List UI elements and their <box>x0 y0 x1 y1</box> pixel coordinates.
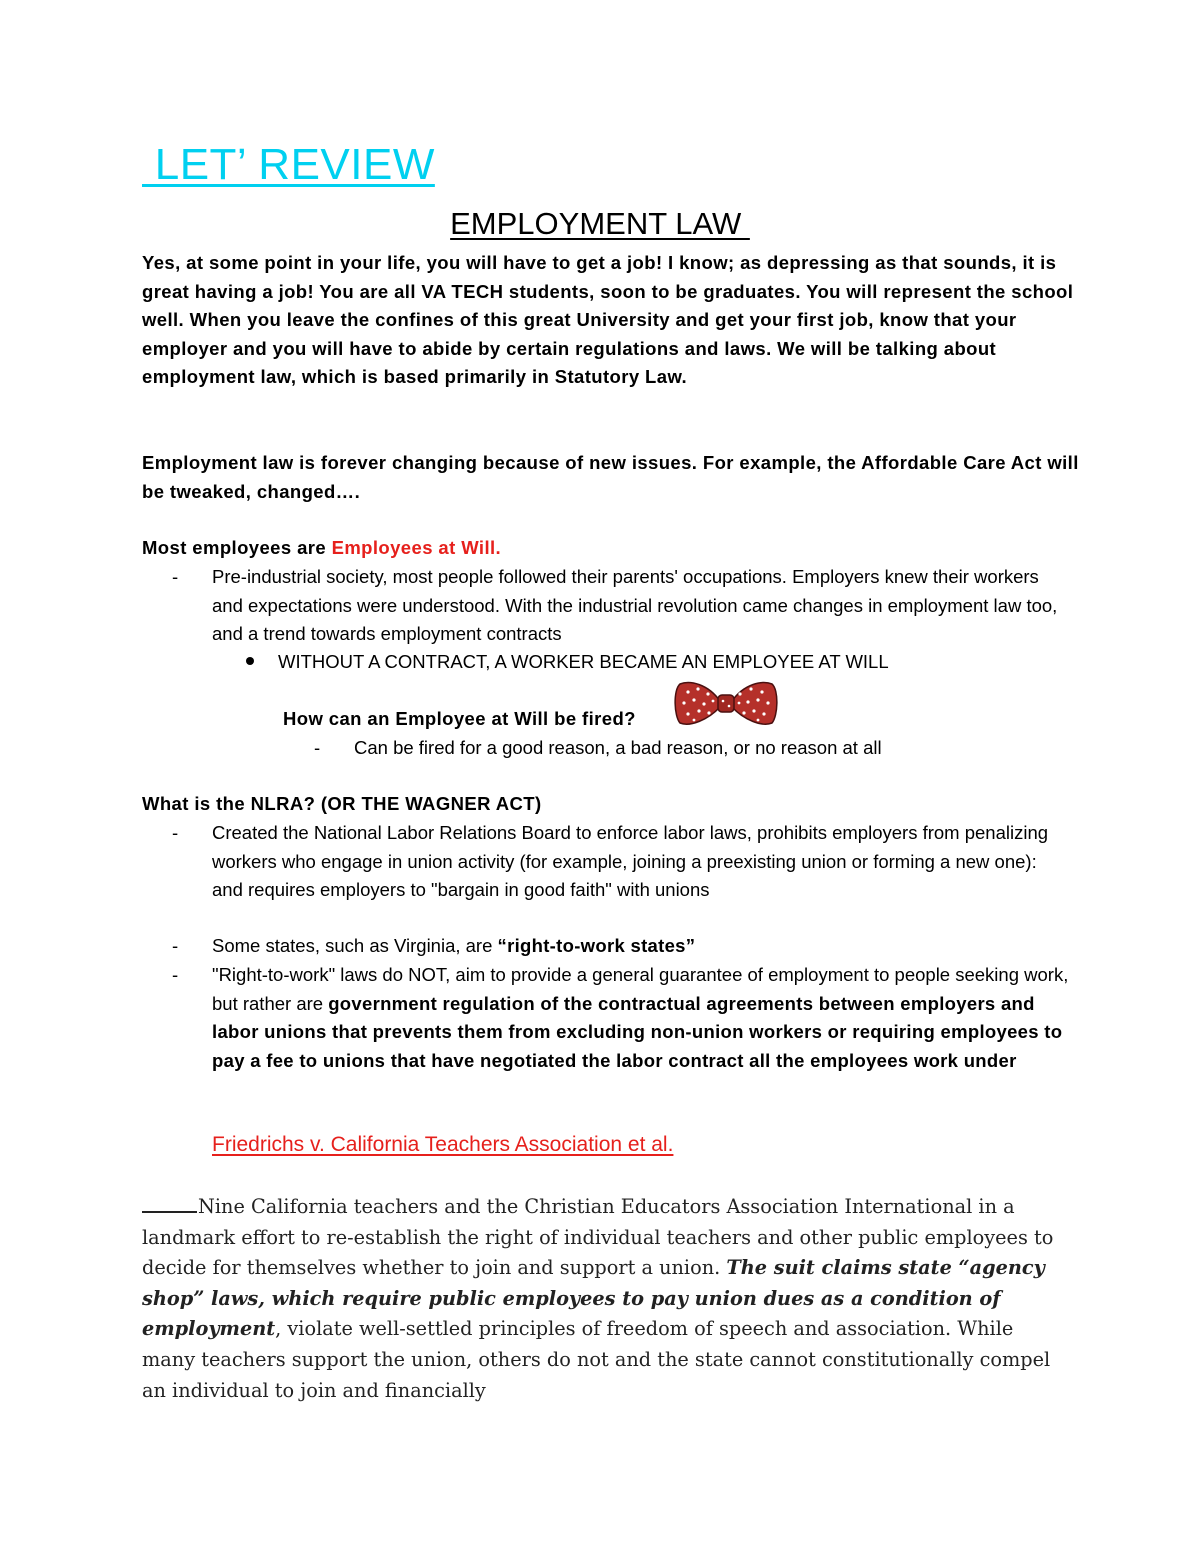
bullet-item-text: WITHOUT A CONTRACT, A WORKER BECAME AN EMPLOYEE AT WILL <box>278 651 889 672</box>
list-item <box>172 819 1072 905</box>
change-paragraph: Employment law is forever changing because of new issues. For example, the Affordable Care Act will be tweaked, changed…. <box>142 452 1079 502</box>
list-item-bold: “right-to-work states” <box>497 935 696 956</box>
list-item-text: Pre-industrial society, most people followed their parents' occupations. Employers knew their workers and expectations were understood. With the industrial revolution came changes in employment law too, and a trend towards employment contracts <box>212 566 1058 644</box>
list-item <box>172 961 1072 1075</box>
case-text-start: Nine California teachers and the Christian Educators Association International in a landmark effort to re-establish the right of individual teachers and other public employees to decide for themselves whether to join and support a union. <box>142 1195 1054 1280</box>
section-title: EMPLOYMENT LAW <box>450 206 750 241</box>
case-text-emphasis: The suit claims state “agency shop” laws, which require public employees to pay union dues as a condition of employment <box>142 1256 1045 1341</box>
list-item-bold: government regulation of the contractual agreements between employers and labor unions that prevents them from excluding non-union workers or requiring employees to pay a fee to unions that have negotiated the labor contract all the employees work under <box>212 992 1063 1071</box>
case-text-end: , violate well-settled principles of freedom of speech and association. While many teachers support the union, others do not and the state cannot constitutionally compel an individual to join and financially <box>142 1317 1051 1402</box>
dash-marker: - <box>172 566 179 587</box>
at-will-highlight: Employees at Will. <box>331 537 502 558</box>
blank-line <box>142 1193 197 1213</box>
case-title: Friedrichs v. California Teachers Association et al. <box>212 1133 674 1156</box>
list-item <box>172 563 1072 649</box>
list-item-prefix: "Right-to-work" laws do NOT, aim to provide a general guarantee of employment to people seeking work, but rather are <box>212 964 1069 1014</box>
bullet-dot-icon <box>246 657 254 665</box>
list-item <box>172 932 1072 961</box>
nlra-heading: What is the NLRA? (OR THE WAGNER ACT) <box>142 793 542 814</box>
bullet-item <box>246 648 889 677</box>
list-item-text <box>212 961 1072 1075</box>
case-paragraph <box>142 1192 1062 1406</box>
list-item-text: Created the National Labor Relations Board to enforce labor laws, prohibits employers from penalizing workers who engage in union activity (for example, joining a preexisting union or forming a new one): and requires employers to "bargain in good faith" with unions <box>212 822 1049 900</box>
dash-marker: - <box>172 935 179 956</box>
page-title: LET’ REVIEW <box>142 140 435 189</box>
dash-marker: - <box>172 822 179 843</box>
at-will-heading <box>142 534 1092 563</box>
list-item-text: Can be fired for a good reason, a bad reason, or no reason at all <box>354 737 882 758</box>
dash-marker: - <box>172 964 179 985</box>
fired-question: How can an Employee at Will be fired? <box>283 708 636 729</box>
dash-marker: - <box>314 737 321 758</box>
list-item-prefix: Some states, such as Virginia, are <box>212 935 498 956</box>
list-item <box>314 734 1200 763</box>
at-will-heading-prefix: Most employees are <box>142 537 332 558</box>
bowtie-icon <box>674 676 778 730</box>
intro-paragraph: Yes, at some point in your life, you will have to get a job! I know; as depressing as that sounds, it is great having a job! You are all VA TECH students, soon to be graduates. You will represent the school well. When you leave the confines of this great University and get your first job, know that your employer and you will have to abide by certain regulations and laws. We will be talking about employment law, which is based primarily in Statutory Law. <box>142 252 1074 387</box>
list-item-text <box>212 932 1072 961</box>
